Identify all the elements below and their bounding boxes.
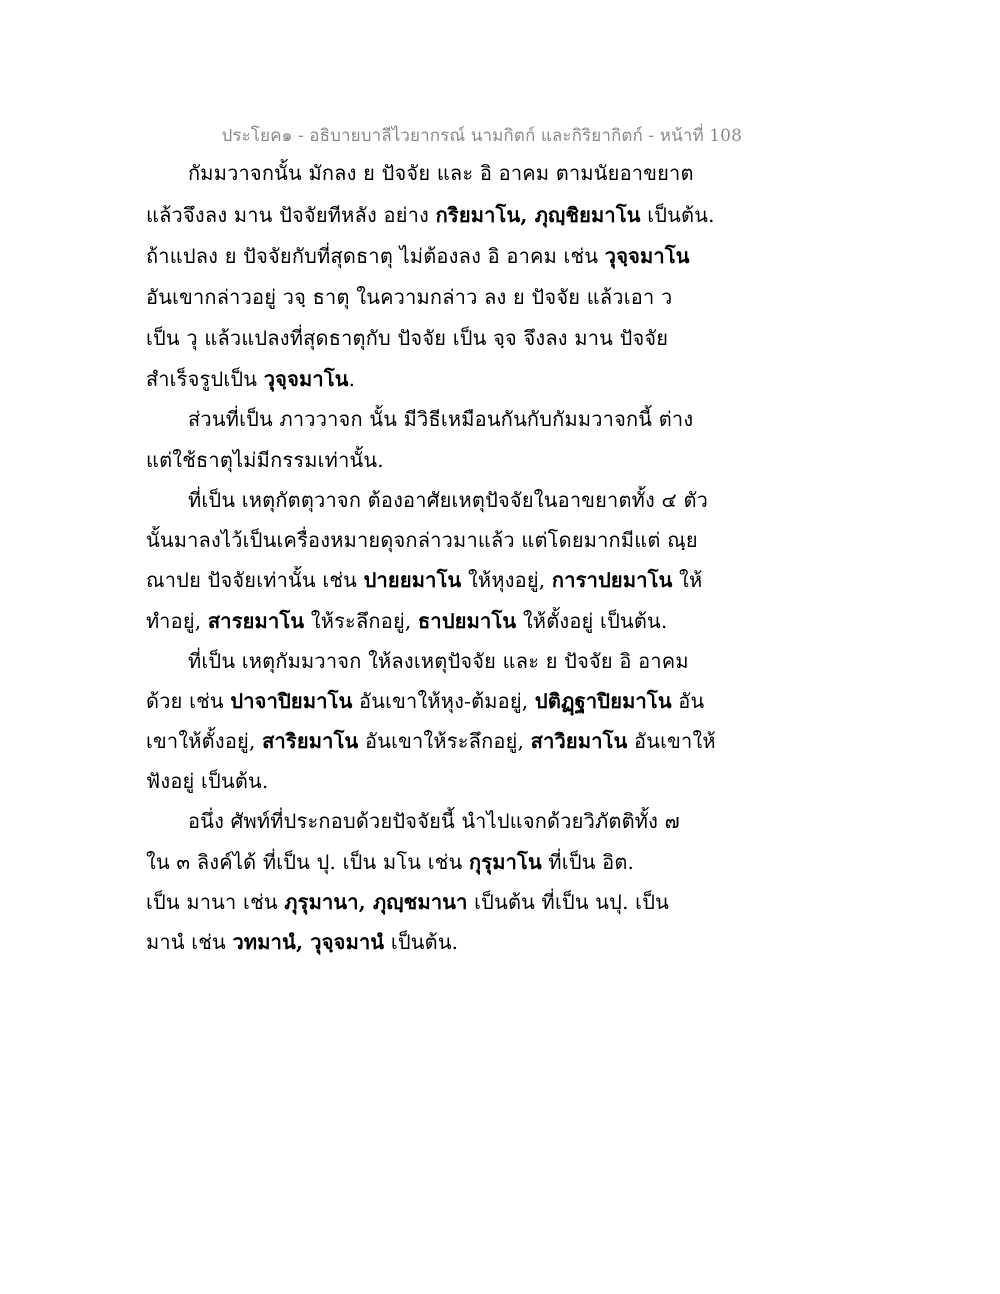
text-segment: กัมมวาจกนั้น มักลง ย ปัจจัย และ อิ อาคม ตามนัยอาขยาต (188, 161, 694, 185)
text-segment: ให้ (672, 568, 703, 592)
text-segment: . (348, 367, 356, 391)
text-line (146, 886, 669, 918)
text-segment: ให้ตั้งอยู่ เป็นต้น. (516, 609, 668, 633)
pali-term: วุจฺจมาโน (263, 367, 349, 391)
text-line (146, 725, 716, 757)
text-segment: มานํ เช่น (146, 930, 233, 954)
pali-term: สาวิยมาโน (530, 729, 628, 753)
text-line (188, 805, 680, 837)
text-line (146, 281, 672, 313)
text-line (146, 444, 384, 476)
text-segment: เขาให้ตั้งอยู่, (146, 729, 263, 753)
text-segment: อันเขาให้ (627, 729, 716, 753)
text-segment: ณาปย ปัจจัยเท่านั้น เช่น (146, 568, 364, 592)
text-segment: เป็น วุ แล้วแปลงที่สุดธาตุกับ ปัจจัย เป็น จฺจ จึงลง มาน ปัจจัย (146, 326, 669, 350)
text-line (146, 240, 690, 272)
text-line (146, 926, 458, 958)
text-line (188, 484, 708, 516)
pali-term: สารยมาโน (207, 609, 305, 633)
pali-term: ภุรุมานา, ภุญฺชมานา (284, 890, 468, 914)
text-segment: ใน ๓ ลิงค์ได้ ที่เป็น ปุ. เป็น มโน เช่น (146, 850, 469, 874)
text-segment: แต่ใช้ธาตุไม่มีกรรมเท่านั้น. (146, 448, 384, 472)
text-line (146, 524, 698, 556)
text-segment: ถ้าแปลง ย ปัจจัยกับที่สุดธาตุ ไม่ต้องลง อิ อาคม เช่น (146, 244, 605, 268)
text-segment: ให้หุงอยู่, (461, 568, 552, 592)
text-segment: ด้วย เช่น (146, 689, 231, 713)
pali-term: วุจฺจมาโน (604, 244, 690, 268)
pali-term: วทมานํ, วุจฺจมานํ (232, 930, 385, 954)
text-line (146, 199, 715, 231)
pali-term: กริยมาโน, ภุญฺชิยมาโน (435, 203, 641, 227)
text-segment: อัน (671, 689, 705, 713)
text-line (146, 846, 634, 878)
pali-term: กุรุมาโน (468, 850, 542, 874)
text-line (188, 403, 693, 435)
text-segment: เป็น มานา เช่น (146, 890, 285, 914)
text-segment: ที่เป็น อิต. (541, 850, 635, 874)
pali-term: สาริยมาโน (262, 729, 359, 753)
text-segment: เป็นต้น ที่เป็น นปุ. เป็น (467, 890, 669, 914)
text-line (146, 685, 704, 717)
text-segment: อนึ่ง ศัพท์ที่ประกอบด้วยปัจจัยนี้ นำไปแจกด้วยวิภัตติทั้ง ๗ (188, 809, 680, 833)
text-line (146, 765, 268, 797)
text-line (146, 322, 668, 354)
text-segment: สำเร็จรูปเป็น (146, 367, 264, 391)
text-line (146, 605, 667, 637)
running-header: ประโยค๑ - อธิบายบาลีไวยากรณ์ นามกิตก์ และกิริยากิตก์ - หน้าที่ 108 (221, 126, 742, 146)
text-segment: นั้นมาลงไว้เป็นเครื่องหมายดุจกล่าวมาแล้ว แต่โดยมากมีแต่ ณฺย (146, 528, 698, 552)
pali-term: ธาปยมาโน (418, 609, 517, 633)
text-line (188, 645, 689, 677)
text-segment: อันเขาให้ระลึกอยู่, (358, 729, 531, 753)
text-segment: เป็นต้น. (384, 930, 459, 954)
pali-term: การาปยมาโน (551, 568, 673, 592)
text-segment: อันเขากล่าวอยู่ วจฺ ธาตุ ในความกล่าว ลง ย ปัจจัย แล้วเอา ว (146, 285, 673, 309)
text-segment: ส่วนที่เป็น ภาววาจก นั้น มีวิธีเหมือนกันกับกัมมวาจกนี้ ต่าง (188, 407, 694, 431)
text-segment: ที่เป็น เหตุกัตตุวาจก ต้องอาศัยเหตุปัจจัยในอาขยาตทั้ง ๔ ตัว (188, 488, 709, 512)
text-line (146, 363, 355, 395)
text-line (188, 157, 694, 189)
pali-term: ปายยมาโน (363, 568, 462, 592)
text-segment: แล้วจึงลง มาน ปัจจัยทีหลัง อย่าง (146, 203, 436, 227)
text-segment: ที่เป็น เหตุกัมมวาจก ให้ลงเหตุปัจจัย และ ย ปัจจัย อิ อาคม (188, 649, 689, 673)
text-segment: อันเขาให้หุง-ต้มอยู่, (352, 689, 535, 713)
pali-term: ปติฏฺฐาปิยมาโน (534, 689, 672, 713)
text-line (146, 564, 702, 596)
text-segment: ให้ระลึกอยู่, (304, 609, 418, 633)
text-segment: ฟังอยู่ เป็นต้น. (146, 769, 269, 793)
text-segment: ทำอยู่, (146, 609, 208, 633)
text-segment: เป็นต้น. (640, 203, 715, 227)
pali-term: ปาจาปิยมาโน (230, 689, 353, 713)
